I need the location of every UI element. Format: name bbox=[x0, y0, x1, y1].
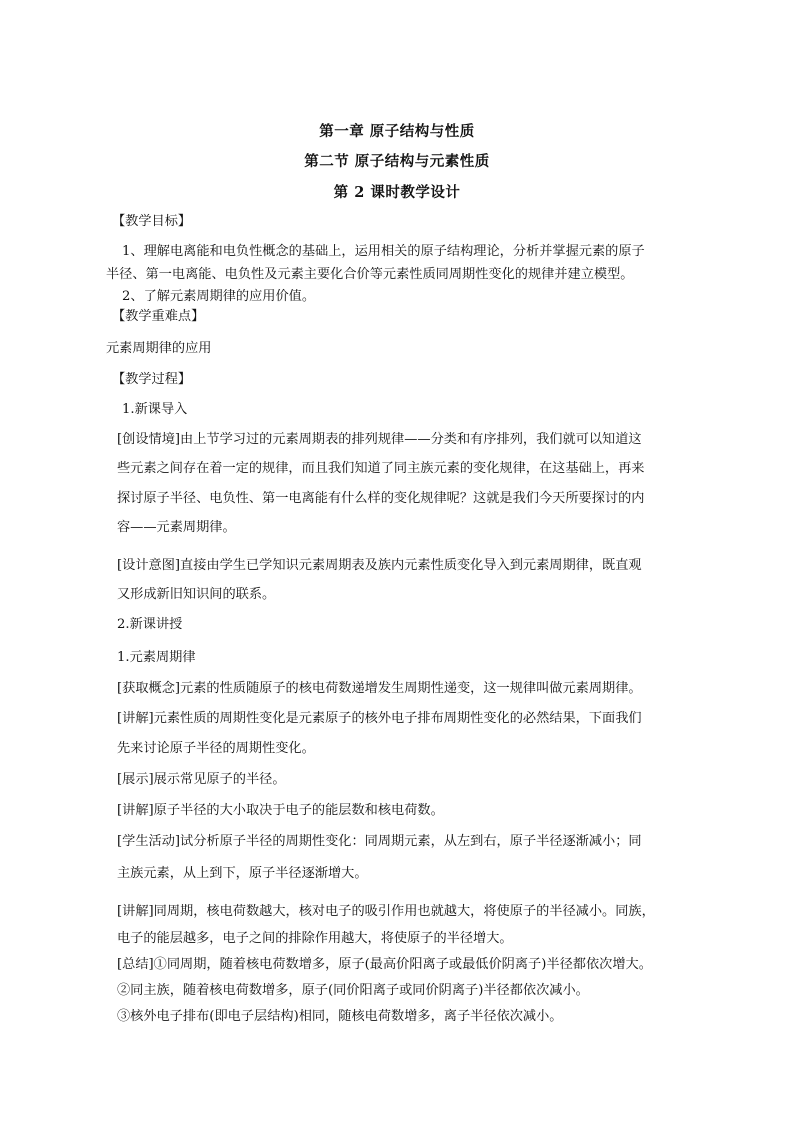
objective-1-line-2: 半径、第一电离能、电负性及元素主要化合价等元素性质同周期性变化的规律并建立模型。 bbox=[106, 267, 634, 282]
explain-2: [讲解]原子半径的大小取决于电子的能层数和核电荷数。 bbox=[117, 803, 444, 818]
activity-line-1: [学生活动]试分析原子半径的周期性变化：同周期元素，从左到右，原子半径逐渐减小；同 bbox=[117, 834, 642, 849]
intent-line-2: 又形成新旧知识间的联系。 bbox=[117, 587, 276, 602]
intro-heading: 1.新课导入 bbox=[122, 402, 188, 417]
activity-line-2: 主族元素，从上到下，原子半径逐渐增大。 bbox=[117, 866, 368, 881]
key-points-heading: 【教学重难点】 bbox=[112, 309, 205, 324]
chapter-title: 第一章 原子结构与性质 bbox=[319, 123, 475, 140]
explain-3-line-2: 电子的能层越多，电子之间的排除作用越大，将使原子的半径增大。 bbox=[117, 931, 513, 946]
intent-line-1: [设计意图]直接由学生已学知识元素周期表及族内元素性质变化导入到元素周期律，既直观 bbox=[117, 558, 642, 573]
periodic-law-heading: 1.元素周期律 bbox=[117, 650, 196, 665]
objective-2: 2、了解元素周期律的应用价值。 bbox=[122, 289, 316, 304]
objectives-heading: 【教学目标】 bbox=[112, 214, 192, 229]
summary-1: [总结]①同周期，随着核电荷数增多，原子(最高价阳离子或最低价阴离子)半径都依次增大。 bbox=[117, 957, 652, 972]
section-title: 第二节 原子结构与元素性质 bbox=[304, 153, 490, 170]
explain-3-line-1: [讲解]同周期，核电荷数越大，核对电子的吸引作用也就越大，将使原子的半径减小。同族， bbox=[117, 904, 655, 919]
scene-line-4: 容——元素周期律。 bbox=[117, 520, 236, 535]
explain-1-line-1: [讲解]元素性质的周期性变化是元素原子的核外电子排布周期性变化的必然结果，下面我们 bbox=[117, 711, 642, 726]
objective-1-line-1: 1、理解电离能和电负性概念的基础上，运用相关的原子结构理论，分析并掌握元素的原子 bbox=[122, 244, 645, 259]
scene-line-2: 些元素之间存在着一定的规律，而且我们知道了同主族元素的变化规律，在这基础上，再来 bbox=[117, 461, 645, 476]
scene-line-1: [创设情境]由上节学习过的元素周期表的排列规律——分类和有序排列，我们就可以知道这 bbox=[117, 432, 642, 447]
key-points-text: 元素周期律的应用 bbox=[106, 341, 212, 356]
lesson-title: 第 2 课时教学设计 bbox=[333, 184, 461, 201]
explain-1-line-2: 先来讨论原子半径的周期性变化。 bbox=[117, 741, 315, 756]
show-text: [展示]展示常见原子的半径。 bbox=[117, 772, 286, 787]
summary-2: ②同主族，随着核电荷数增多，原子(同价阳离子或同价阴离子)半径都依次减小。 bbox=[117, 983, 589, 998]
scene-line-3: 探讨原子半径、电负性、第一电离能有什么样的变化规律呢？这就是我们今天所要探讨的内 bbox=[117, 491, 645, 506]
concept-text: [获取概念]元素的性质随原子的核电荷数递增发生周期性递变，这一规律叫做元素周期律。 bbox=[117, 681, 642, 696]
summary-3: ③核外电子排布(即电子层结构)相同，随核电荷数增多，离子半径依次减小。 bbox=[117, 1009, 563, 1024]
process-heading: 【教学过程】 bbox=[112, 372, 192, 387]
lecture-heading: 2.新课讲授 bbox=[117, 617, 183, 632]
